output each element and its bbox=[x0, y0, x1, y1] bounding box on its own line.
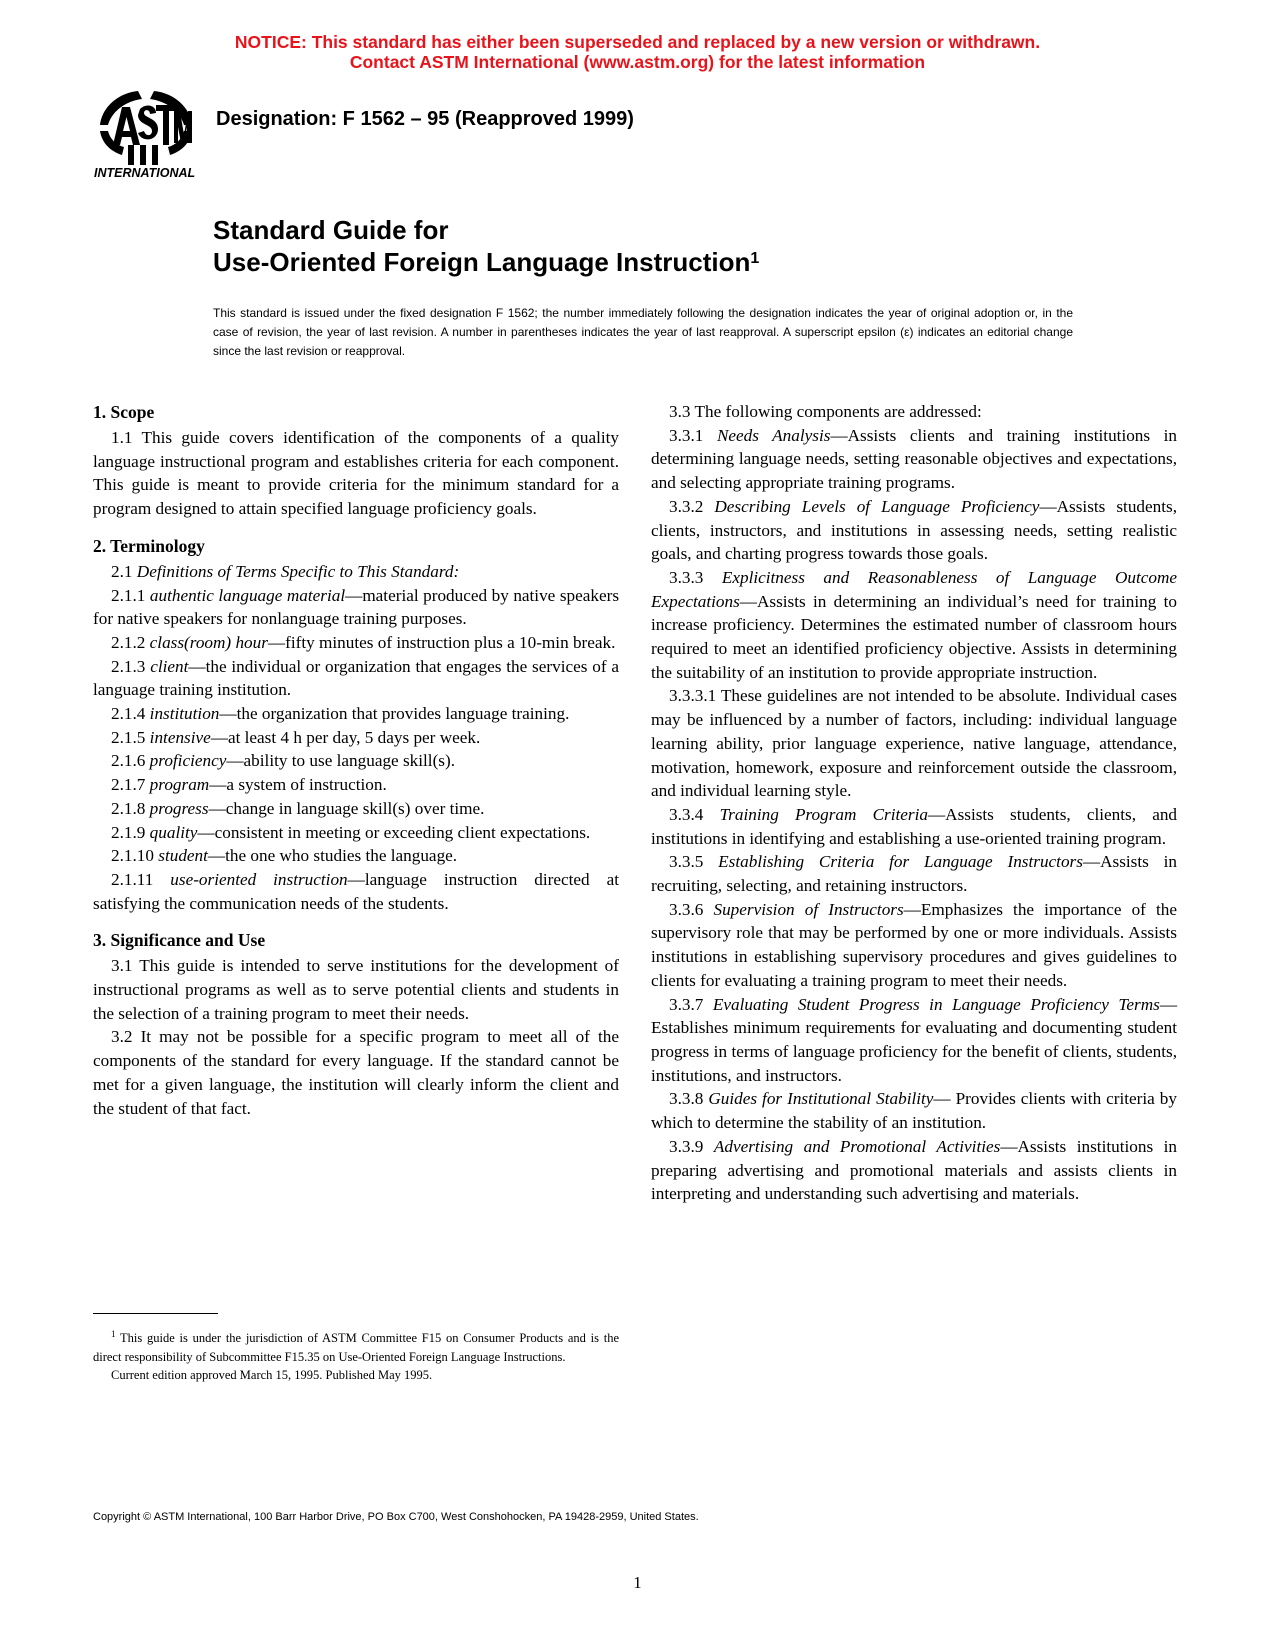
paragraph bbox=[93, 560, 619, 584]
clause-term: progress bbox=[149, 798, 209, 818]
term-definition bbox=[93, 702, 619, 726]
clause-number: 2.1.9 bbox=[111, 822, 146, 842]
clause-term: Training Program Criteria bbox=[719, 804, 928, 824]
section-heading-scope: 1. Scope bbox=[93, 402, 155, 422]
clause-term: authentic language material bbox=[149, 585, 346, 605]
term-definition bbox=[93, 655, 619, 702]
component-item bbox=[651, 424, 1177, 495]
clause-definition: —Assists students, clients, instructors, and institutions in assessing needs, setting realistic goals, and charting progress towards those goals. bbox=[651, 496, 1177, 564]
notice-line-2: Contact ASTM International (www.astm.org) for the latest information bbox=[349, 52, 926, 72]
clause-definition: —consistent in meeting or exceeding client expectations. bbox=[197, 822, 591, 842]
term-definition bbox=[93, 868, 619, 915]
footnote-edition: Current edition approved March 15, 1995. Published May 1995. bbox=[111, 1368, 433, 1383]
clause-number: 3.3.8 bbox=[669, 1089, 704, 1109]
title-footnote-mark: 1 bbox=[750, 250, 760, 267]
clause-term: program bbox=[149, 775, 210, 795]
clause-term: use-oriented instruction bbox=[170, 869, 348, 889]
paragraph: 3.2 It may not be possible for a specific program to meet all of the components of the standard for every language. If the standard cannot be met for a given language, the institution will clearly inform the client and the student of that fact. bbox=[93, 1027, 619, 1118]
notice-line-1: NOTICE: This standard has either been superseded and replaced by a new version or withdrawn. bbox=[234, 32, 1041, 52]
clause-number: 2.1.7 bbox=[111, 775, 146, 795]
clause-term: institution bbox=[149, 704, 220, 724]
logo-text: INTERNATIONAL bbox=[94, 166, 196, 179]
component-item bbox=[651, 803, 1177, 850]
clause-definition: —material produced by native speakers for native speakers for nonlanguage training purposes. bbox=[93, 585, 620, 629]
clause-term: quality bbox=[149, 822, 198, 842]
component-item bbox=[651, 993, 1177, 1088]
term-definition bbox=[93, 726, 619, 750]
issue-note: This standard is issued under the fixed designation F 1562; the number immediately following the designation indicates the year of original adoption or, in the case of revision, the year of last revision. A number in parentheses indicates the year of last reapproval. A superscript epsilon (ε) indicates an editorial change since the last revision or reapproval. bbox=[213, 306, 1073, 358]
clause-definition: —Emphasizes the importance of the supervisory role that may be performed by one or more individuals. Assists institutions in establishing supervisory procedures and gives guidelines to clients for evaluating a training program to meet their needs. bbox=[651, 899, 1178, 990]
section-heading-terminology: 2. Terminology bbox=[93, 535, 205, 556]
components-list bbox=[651, 424, 1177, 1206]
footnote-text bbox=[93, 1325, 619, 1366]
clause-number: 2.1.8 bbox=[111, 798, 146, 818]
component-item bbox=[651, 566, 1177, 685]
clause-definition: —the one who studies the language. bbox=[207, 846, 458, 866]
clause-number: 3.3.2 bbox=[669, 496, 704, 516]
left-column bbox=[93, 400, 619, 1120]
clause-definition: —language instruction directed at satisfying the communication needs of the students. bbox=[93, 869, 619, 913]
clause-number: 3.3.1 bbox=[669, 425, 704, 445]
clause-definition: —Assists in recruiting, selecting, and retaining instructors. bbox=[651, 852, 1177, 896]
clause-definition: —fifty minutes of instruction plus a 10-min break. bbox=[267, 632, 616, 652]
clause-term: Needs Analysis bbox=[716, 425, 831, 445]
clause-definition: —change in language skill(s) over time. bbox=[208, 798, 485, 818]
clause-term: Describing Levels of Language Proficiency bbox=[714, 496, 1040, 516]
clause-term: Establishing Criteria for Language Instructors bbox=[718, 852, 1083, 872]
clause-number: 2.1.6 bbox=[111, 751, 146, 771]
clause-number: 3.3.6 bbox=[669, 899, 704, 919]
clause-number: 2.1.4 bbox=[111, 704, 146, 724]
component-item bbox=[651, 1135, 1177, 1206]
clause-definition: —Assists clients and training institutions in determining language needs, setting reasonable objectives and expectations, and selecting appropriate training programs. bbox=[651, 425, 1178, 493]
clause-definition: —ability to use language skill(s). bbox=[226, 751, 456, 771]
term-definition bbox=[93, 749, 619, 773]
clause-number: 3.3.7 bbox=[669, 994, 704, 1014]
clause-term: Evaluating Student Progress in Language Proficiency Terms bbox=[712, 994, 1160, 1014]
clause-number: 2.1.10 bbox=[111, 846, 154, 866]
footnote-body: This guide is under the jurisdiction of ASTM Committee F15 on Consumer Products and is the direct responsibility of Subcommittee F15.35 on Use-Oriented Foreign Language Instructions. bbox=[93, 1331, 619, 1364]
terms-list bbox=[93, 584, 619, 916]
clause-number: 3.3.4 bbox=[669, 804, 704, 824]
clause-definition: —a system of instruction. bbox=[209, 775, 387, 795]
section-heading-significance: 3. Significance and Use bbox=[93, 930, 266, 951]
clause-number: 2.1.2 bbox=[111, 632, 146, 652]
withdrawal-notice bbox=[0, 32, 1275, 72]
clause-number: 2.1.11 bbox=[111, 869, 154, 889]
component-item bbox=[651, 495, 1177, 566]
page-number: 1 bbox=[633, 1573, 642, 1592]
clause-term: student bbox=[158, 846, 208, 866]
term-definition bbox=[93, 631, 619, 655]
component-item bbox=[651, 684, 1177, 803]
component-item bbox=[651, 1087, 1177, 1134]
clause-term: Supervision of Instructors bbox=[713, 899, 904, 919]
clause-definition: —the individual or organization that engages the services of a language training institution. bbox=[93, 656, 619, 700]
title-line-2-text: Use-Oriented Foreign Language Instruction bbox=[213, 247, 751, 277]
clause-definition: — Provides clients with criteria by which to determine the stability of an institution. bbox=[651, 1089, 1177, 1133]
clause-number: 3.3.9 bbox=[669, 1136, 704, 1156]
clause-term: Advertising and Promotional Activities bbox=[713, 1136, 1001, 1156]
clause-number: 3.3.3 bbox=[669, 567, 704, 587]
footnote-mark: 1 bbox=[111, 1329, 116, 1339]
clause-definition: —Assists students, clients, and institutions in identifying and establishing a use-oriented training program. bbox=[651, 804, 1178, 848]
term-definition bbox=[93, 821, 619, 845]
footnote bbox=[93, 1325, 619, 1385]
term-definition bbox=[93, 584, 619, 631]
term-definition bbox=[93, 773, 619, 797]
paragraph: 1.1 This guide covers identification of the components of a quality language instructional program and establishes criteria for each component. This guide is meant to provide criteria for the minimum standard for a program designed to attain specified language proficiency goals. bbox=[93, 428, 619, 519]
clause-term: class(room) hour bbox=[149, 632, 268, 652]
right-column bbox=[651, 400, 1177, 1206]
page-title bbox=[213, 214, 759, 278]
clause-definition: These guidelines are not intended to be absolute. Individual cases may be influenced by a number of factors, including: individual language learning ability, prior language experience, native language, attendance, motivation, homework, exposure and reinforcement outside the classroom, and individual learning style. bbox=[651, 686, 1177, 801]
clause-definition: —at least 4 h per day, 5 days per week. bbox=[210, 727, 481, 747]
clause-definition: —Establishes minimum requirements for evaluating and documenting student progress in terms of language proficiency for the benefit of clients, students, institutions, and instructors. bbox=[651, 994, 1177, 1085]
clause-definition: —Assists in determining an individual’s need for training to increase proficiency. Determines the estimated number of classroom hours required to meet an identified proficiency objective. Assists in determining the suitability of an institution to provide appropriate instruction. bbox=[651, 591, 1177, 682]
clause-number: 2.1.5 bbox=[111, 727, 146, 747]
title-line-1: Standard Guide for bbox=[213, 215, 449, 245]
clause-term: Guides for Institutional Stability bbox=[708, 1089, 934, 1109]
term-definition bbox=[93, 844, 619, 868]
paragraph: 3.1 This guide is intended to serve institutions for the development of instructional programs as well as to serve potential clients and students in the selection of a training program to meet their needs. bbox=[93, 956, 619, 1023]
clause-term: proficiency bbox=[149, 751, 227, 771]
clause-number: 2.1.1 bbox=[111, 585, 146, 605]
copyright: Copyright © ASTM International, 100 Barr Harbor Drive, PO Box C700, West Conshohocken, PA 19428-2959, United States. bbox=[93, 1511, 699, 1523]
clause-term: intensive bbox=[149, 727, 211, 747]
designation: Designation: F 1562 – 95 (Reapproved 1999) bbox=[216, 108, 634, 130]
title-line-2 bbox=[213, 246, 759, 278]
clause-term: Definitions of Terms Specific to This Standard: bbox=[136, 561, 460, 581]
component-item bbox=[651, 898, 1177, 993]
clause-term: client bbox=[150, 656, 189, 676]
clause-term: Explicitness and Reasonableness of Language Outcome Expectations bbox=[651, 567, 1177, 611]
astm-logo-icon bbox=[92, 87, 200, 179]
paragraph: 3.3 The following components are addressed: bbox=[669, 402, 982, 421]
footnote-divider bbox=[93, 1313, 218, 1314]
component-item bbox=[651, 850, 1177, 897]
clause-number: 3.3.3.1 bbox=[669, 686, 717, 706]
clause-number: 2.1 bbox=[111, 561, 133, 581]
clause-number: 3.3.5 bbox=[669, 852, 704, 872]
term-definition bbox=[93, 797, 619, 821]
clause-number: 2.1.3 bbox=[111, 656, 146, 676]
clause-definition: —the organization that provides language training. bbox=[219, 704, 570, 724]
clause-definition: —Assists institutions in preparing advertising and promotional materials and assists clients in interpreting and understanding such advertising and materials. bbox=[651, 1136, 1178, 1204]
